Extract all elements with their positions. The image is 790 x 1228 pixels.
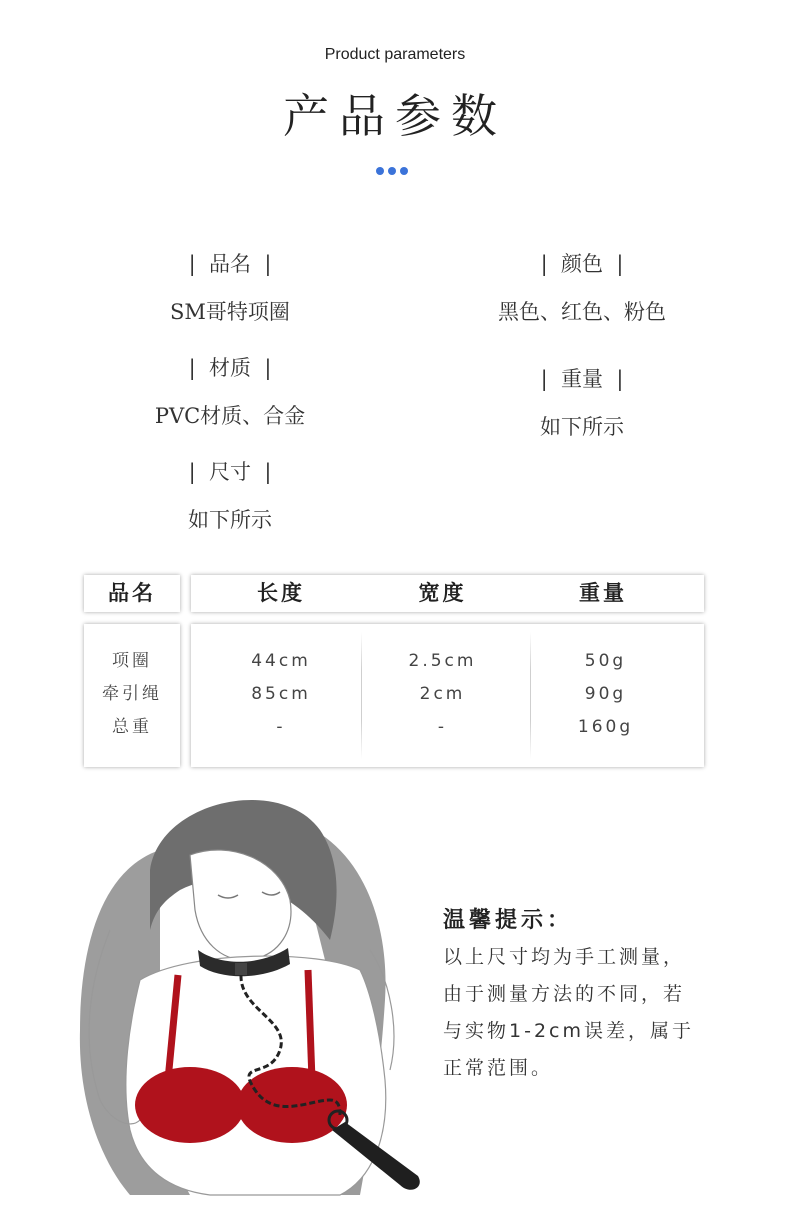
table-cell: 44cm xyxy=(251,651,311,671)
collar-buckle xyxy=(235,963,247,975)
width-column xyxy=(361,645,524,744)
table-cell: 85cm xyxy=(251,684,311,704)
param-weight xyxy=(472,363,692,441)
weight-column xyxy=(524,645,687,744)
table-cell: 50g xyxy=(584,651,627,671)
dot-icon xyxy=(376,167,384,175)
param-color xyxy=(472,248,692,326)
page-title: 产品参数 xyxy=(283,89,507,143)
decorative-dots xyxy=(376,167,416,177)
bra-cup-left xyxy=(135,1067,245,1143)
table-values-panel xyxy=(191,624,704,767)
tip-line: 正常范围。 xyxy=(443,1057,554,1079)
table-header-cell: 宽度 xyxy=(418,581,467,605)
table-header-name xyxy=(84,575,180,612)
table-header-cell: 重量 xyxy=(579,581,627,605)
table-cell: 90g xyxy=(584,684,627,704)
table-names-column xyxy=(84,624,180,767)
table-cell: 项圈 xyxy=(112,651,152,671)
strap-right xyxy=(308,970,312,1080)
param-label: | 品名 | xyxy=(188,252,272,276)
table-cell: 2.5cm xyxy=(408,651,477,671)
table-cell: 总重 xyxy=(112,717,152,737)
tip-title: 温馨提示： xyxy=(443,908,574,933)
param-value: PVC材质、合金 xyxy=(154,404,306,428)
dot-icon xyxy=(400,167,408,175)
product-illustration xyxy=(40,780,460,1200)
table-cell: 2cm xyxy=(419,684,466,704)
table-header-values xyxy=(191,575,704,612)
param-value: 如下所示 xyxy=(540,415,624,439)
param-label: | 材质 | xyxy=(188,356,272,380)
param-value: 如下所示 xyxy=(188,508,272,532)
param-value: 黑色、红色、粉色 xyxy=(498,300,666,324)
table-cell: - xyxy=(276,717,286,737)
table-header-cell: 长度 xyxy=(257,581,305,605)
length-column xyxy=(191,645,371,744)
param-label: | 尺寸 | xyxy=(188,460,272,484)
dot-icon xyxy=(388,167,396,175)
table-cell: - xyxy=(437,717,448,737)
param-size xyxy=(120,456,340,534)
param-name xyxy=(120,248,340,326)
table-header-cell: 品名 xyxy=(108,581,156,605)
param-value: SM哥特项圈 xyxy=(170,300,290,324)
table-cell: 160g xyxy=(577,717,634,737)
table-cell: 牵引绳 xyxy=(102,684,162,704)
tip-line: 由于测量方法的不同，若 xyxy=(443,983,686,1005)
param-material xyxy=(120,352,340,430)
tip-line: 以上尺寸均为手工测量， xyxy=(443,946,686,968)
param-label: | 颜色 | xyxy=(540,252,624,276)
param-label: | 重量 | xyxy=(540,367,624,391)
section-subtitle: Product parameters xyxy=(324,46,466,63)
tip-line: 与实物1-2cm误差，属于 xyxy=(443,1020,694,1042)
